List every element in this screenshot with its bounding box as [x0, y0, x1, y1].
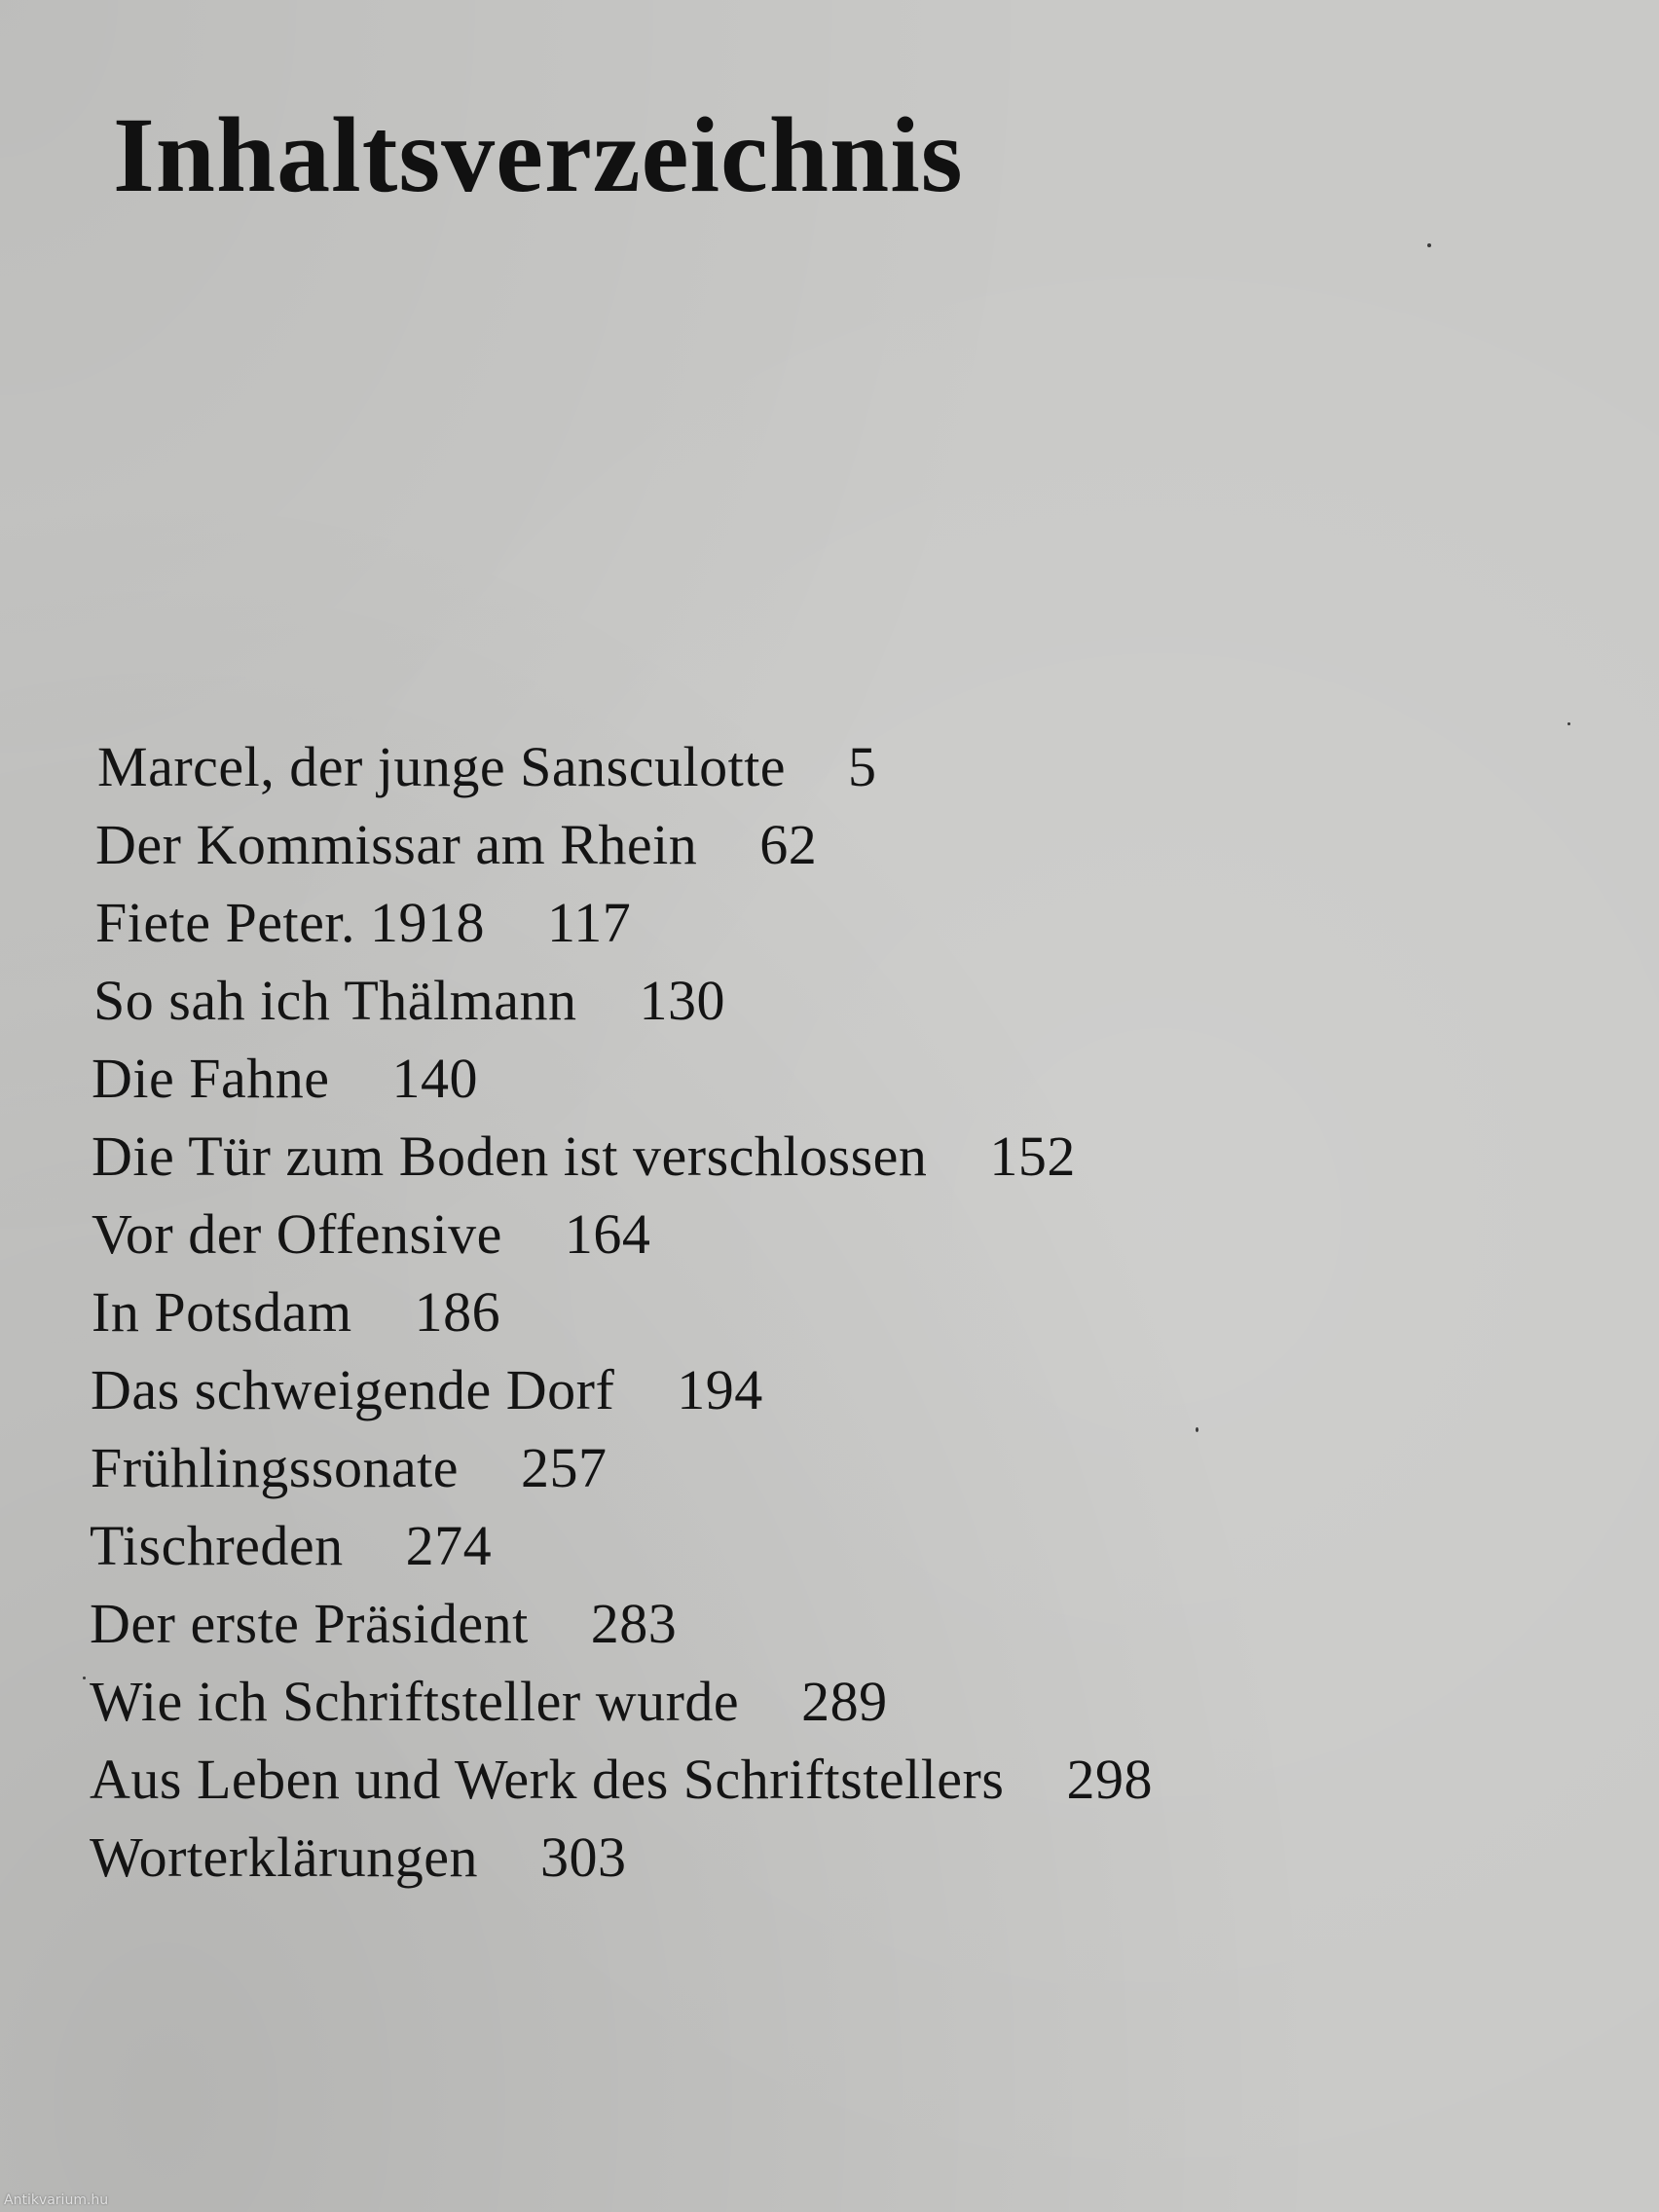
toc-entry-page: 194	[677, 1358, 763, 1421]
toc-entry-page: 303	[540, 1825, 627, 1889]
toc-entry-title: Die Tür zum Boden ist verschlossen	[92, 1124, 928, 1188]
paper-speck	[1567, 722, 1570, 725]
toc-entry-title: Fiete Peter. 1918	[95, 891, 485, 954]
toc-entry	[90, 1741, 1550, 1819]
toc-entry	[90, 1663, 1550, 1741]
toc-entry	[92, 1196, 1550, 1273]
toc-entry	[92, 1273, 1550, 1351]
toc-entry-title: Der Kommissar am Rhein	[95, 813, 698, 876]
toc-entry-title: So sah ich Thälmann	[93, 969, 577, 1032]
toc-entry-page: 117	[546, 891, 632, 954]
toc-entry-title: Tischreden	[90, 1514, 344, 1577]
toc-entry-title: Das schweigende Dorf	[91, 1358, 615, 1421]
toc-entry-title: Der erste Präsident	[90, 1592, 529, 1655]
toc-entry-page: 130	[639, 969, 726, 1032]
toc-entry-title: Die Fahne	[92, 1047, 330, 1110]
toc-entry-title: Worterklärungen	[90, 1825, 478, 1889]
toc-entry-title: In Potsdam	[92, 1280, 352, 1344]
toc-entry-page: 274	[405, 1514, 493, 1577]
paper-speck	[83, 1677, 86, 1679]
toc-entry	[92, 1118, 1550, 1196]
toc-entry-page: 298	[1066, 1748, 1153, 1811]
page-title: Inhaltsverzeichnis	[113, 95, 964, 214]
toc-entry	[93, 962, 1550, 1040]
toc-entry	[97, 728, 1550, 806]
toc-entry	[91, 1351, 1550, 1429]
paper-speck	[1196, 1427, 1198, 1432]
toc-entry	[91, 1429, 1550, 1507]
toc-entry	[92, 1040, 1550, 1118]
toc-entry-title: Aus Leben und Werk des Schriftstellers	[90, 1748, 1005, 1811]
toc-entry-page: 62	[759, 813, 818, 876]
toc-entry	[90, 1585, 1550, 1663]
toc-entry-title: Marcel, der junge Sansculotte	[97, 735, 787, 798]
toc-entry-page: 283	[590, 1592, 678, 1655]
toc-entry-page: 140	[391, 1047, 478, 1110]
toc-entry-title: Frühlingssonate	[91, 1436, 460, 1499]
toc-entry	[90, 1507, 1550, 1585]
toc-entry-page: 289	[801, 1670, 888, 1733]
toc-entry	[95, 884, 1550, 962]
toc-entry	[90, 1819, 1550, 1897]
toc-entry-page: 152	[989, 1124, 1076, 1188]
toc-entry-page: 186	[414, 1280, 501, 1344]
paper-speck	[1427, 243, 1431, 247]
toc-entry-page: 164	[564, 1202, 651, 1266]
toc-entry-title: Wie ich Schriftsteller wurde	[90, 1670, 740, 1733]
toc-entry	[95, 806, 1550, 884]
toc-entry-page: 5	[848, 735, 877, 798]
toc-entry-title: Vor der Offensive	[92, 1202, 502, 1266]
watermark: Antikvarium.hu	[4, 2193, 109, 2208]
table-of-contents	[90, 728, 1550, 1897]
toc-entry-page: 257	[521, 1436, 608, 1499]
